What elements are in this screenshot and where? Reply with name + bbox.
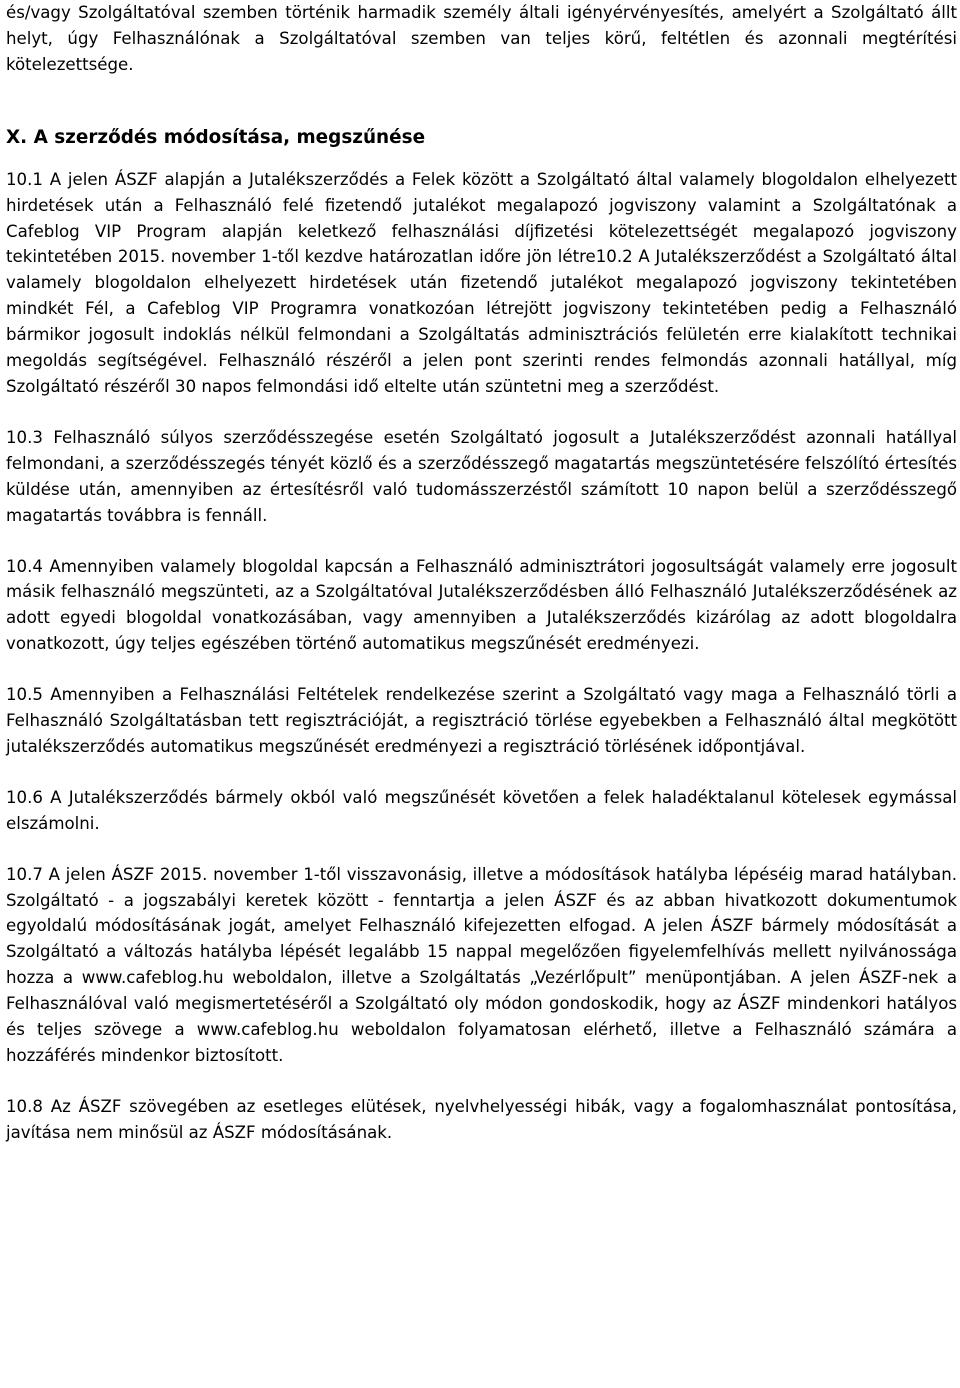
document-page: [6, 0, 957, 1146]
paragraph-10-1: 10.1 A jelen ÁSZF alapján a Jutalékszerződés a Felek között a Szolgáltató által valamely blogoldalon elhelyezett hirdetések után a Felhasználó felé fizetendő jutalékot megalapozó jogviszony valamint a Szolgáltatónak a Cafeblog VIP Program alapján keletkező felhasználási díjfizetési kötelezettségét megalapozó jogviszony tekintetében 2015. november 1-től kezdve határozatlan időre jön létre10.2 A Jutalékszerződést a Szolgáltató által valamely blogoldalon elhelyezett hirdetések után fizetendő jutalékot megalapozó jogviszony tekintetében mindkét Fél, a Cafeblog VIP Programra vonatkozóan létrejött jogviszony tekintetében pedig a Felhasználó bármikor jogosult indoklás nélkül felmondani a Szolgáltatás adminisztrációs felületén erre kialakított technikai megoldás segítségével. Felhasználó részéről a jelen pont szerinti rendes felmondás azonnali hatállyal, míg Szolgáltató részéről 30 napos felmondási idő eltelte után szüntetni meg a szerződést.: [6, 169, 957, 396]
paragraph-10-7: 10.7 A jelen ÁSZF 2015. november 1-től visszavonásig, illetve a módosítások hatályba lépéséig marad hatályban. Szolgáltató - a jogszabályi keretek között - fenntartja a jelen ÁSZF és az abban hivatkozott dokumentumok egyoldalú módosításának jogát, amelyet Felhasználó kifejezetten elfogad. A jelen ÁSZF bármely módosítását a Szolgáltató a változás hatályba lépését legalább 15 nappal megelőzően figyelemfelhívás mellett nyilvánossága hozza a www.cafeblog.hu weboldalon, illetve a Szolgáltatás „Vezérlőpult” menüpontjában. A jelen ÁSZF-nek a Felhasználóval való megismertetéséről a Szolgáltató oly módon gondoskodik, hogy az ÁSZF mindenkori hatályos és teljes szövege a www.cafeblog.hu weboldalon folyamatosan elérhető, illetve a Felhasználó számára a hozzáférés mindenkor biztosított.: [6, 864, 957, 1065]
paragraph-10-3: 10.3 Felhasználó súlyos szerződésszegése esetén Szolgáltató jogosult a Jutalékszerződést azonnali hatállyal felmondani, a szerződésszegés tényét közlő és a szerződésszegő magatartás megszüntetésére felszólító értesítés küldése után, amennyiben az értesítésről való tudomásszerzéstől számított 10 napon belül a szerződésszegő magatartás továbbra is fennáll.: [6, 427, 957, 525]
intro-paragraph: és/vagy Szolgáltatóval szemben történik harmadik személy általi igényérvényesítés, amelyért a Szolgáltató állt helyt, úgy Felhasználónak a Szolgáltatóval szemben van teljes körű, feltétlen és azonnali megtérítési kötelezettsége.: [6, 3, 957, 74]
section-title: X. A szerződés módosítása, megszűnése: [6, 126, 426, 148]
paragraph-10-5: 10.5 Amennyiben a Felhasználási Feltételek rendelkezése szerint a Szolgáltató vagy maga a Felhasználó törli a Felhasználó Szolgáltatásban tett regisztrációját, a regisztráció törlése egyebekben a Felhasználó által megkötött jutalékszerződés automatikus megszűnését eredményezi a regisztráció törlésének időpontjával.: [6, 685, 957, 756]
paragraph-10-4: 10.4 Amennyiben valamely blogoldal kapcsán a Felhasználó adminisztrátori jogosultságát valamely erre jogosult másik felhasználó megszünteti, az a Szolgáltatóval Jutalékszerződésben álló Felhasználó Jutalékszerződésének az adott egyedi blogoldal vonatkozásában, vagy amennyiben a Jutalékszerződés kizárólag az adott blogoldalra vonatkozott, úgy teljes egészében történő automatikus megszűnését eredményezi.: [6, 556, 957, 654]
paragraph-10-6: 10.6 A Jutalékszerződés bármely okból való megszűnését követően a felek haladéktalanul kötelesek egymással elszámolni.: [6, 787, 957, 833]
paragraph-10-8: 10.8 Az ÁSZF szövegében az esetleges elütések, nyelvhelyességi hibák, vagy a fogalomhasználat pontosítása, javítása nem minősül az ÁSZF módosításának.: [6, 1096, 957, 1142]
